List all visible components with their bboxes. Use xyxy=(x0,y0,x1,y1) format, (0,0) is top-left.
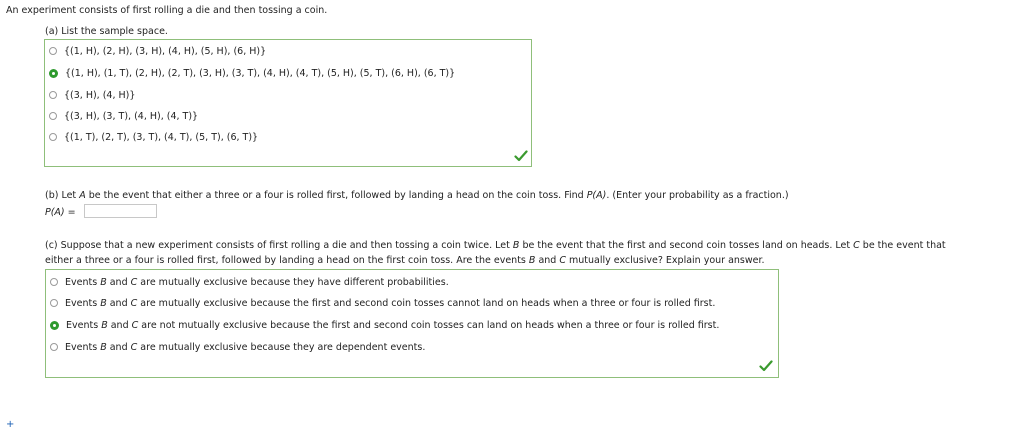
part-c-option[interactable] xyxy=(50,318,719,332)
option-label: Events B and C are mutually exclusive because they are dependent events. xyxy=(65,341,426,353)
option-label: {(1, H), (1, T), (2, H), (2, T), (3, H), (3, T), (4, H), (4, T), (5, H), (5, T), (6, H), (6, T)} xyxy=(65,67,456,79)
option-label: Events B and C are mutually exclusive because they have different probabilities. xyxy=(65,276,449,288)
option-label: {(3, H), (3, T), (4, H), (4, T)} xyxy=(64,110,199,122)
part-c-answer-box xyxy=(45,269,779,378)
part-a-answer-box xyxy=(44,39,532,167)
radio-button[interactable] xyxy=(50,278,58,286)
checkmark-icon xyxy=(759,360,773,372)
option-label: Events B and C are not mutually exclusive because the first and second coin tosses can land on heads when a three or four is rolled first. xyxy=(66,319,720,331)
part-c-option[interactable] xyxy=(50,275,449,289)
radio-selected-icon[interactable] xyxy=(49,69,58,78)
radio-selected-icon[interactable] xyxy=(50,321,59,330)
part-c-option[interactable] xyxy=(50,340,425,354)
part-c-prompt-line-2: either a three or a four is rolled first, followed by landing a head on the first coin toss. Are the events B and C mutually exclusive? Explain your answer. xyxy=(45,255,765,266)
option-label: {(1, T), (2, T), (3, T), (4, T), (5, T), (6, T)} xyxy=(64,131,259,143)
probability-answer-input[interactable] xyxy=(84,204,157,218)
option-label: Events B and C are mutually exclusive because the first and second coin tosses cannot land on heads when a three or four is rolled first. xyxy=(65,297,716,309)
part-a-option[interactable] xyxy=(49,88,135,102)
plus-icon[interactable]: + xyxy=(6,419,15,430)
question-intro: An experiment consists of first rolling a die and then tossing a coin. xyxy=(6,5,328,16)
part-a-option[interactable] xyxy=(49,109,198,123)
part-c-prompt-line-1: (c) Suppose that a new experiment consists of first rolling a die and then tossing a coin twice. Let B be the event that the first and second coin tosses land on heads. Let C be the event that xyxy=(45,240,946,251)
radio-button[interactable] xyxy=(50,343,58,351)
radio-button[interactable] xyxy=(49,112,57,120)
radio-button[interactable] xyxy=(49,133,57,141)
radio-button[interactable] xyxy=(50,299,58,307)
option-label: {(3, H), (4, H)} xyxy=(64,89,136,101)
part-a-option[interactable] xyxy=(49,44,266,58)
part-a-option[interactable] xyxy=(49,66,455,80)
option-label: {(1, H), (2, H), (3, H), (4, H), (5, H), (6, H)} xyxy=(64,45,267,57)
radio-button[interactable] xyxy=(49,91,57,99)
answer-label: P(A) = xyxy=(45,207,76,218)
part-a-prompt: (a) List the sample space. xyxy=(45,26,168,37)
checkmark-icon xyxy=(514,150,528,162)
part-b-prompt: (b) Let A be the event that either a three or a four is rolled first, followed by landing a head on the coin toss. Find P(A). (Enter your probability as a fraction.) xyxy=(45,190,789,201)
radio-button[interactable] xyxy=(49,47,57,55)
part-c-option[interactable] xyxy=(50,296,715,310)
part-a-option[interactable] xyxy=(49,130,258,144)
